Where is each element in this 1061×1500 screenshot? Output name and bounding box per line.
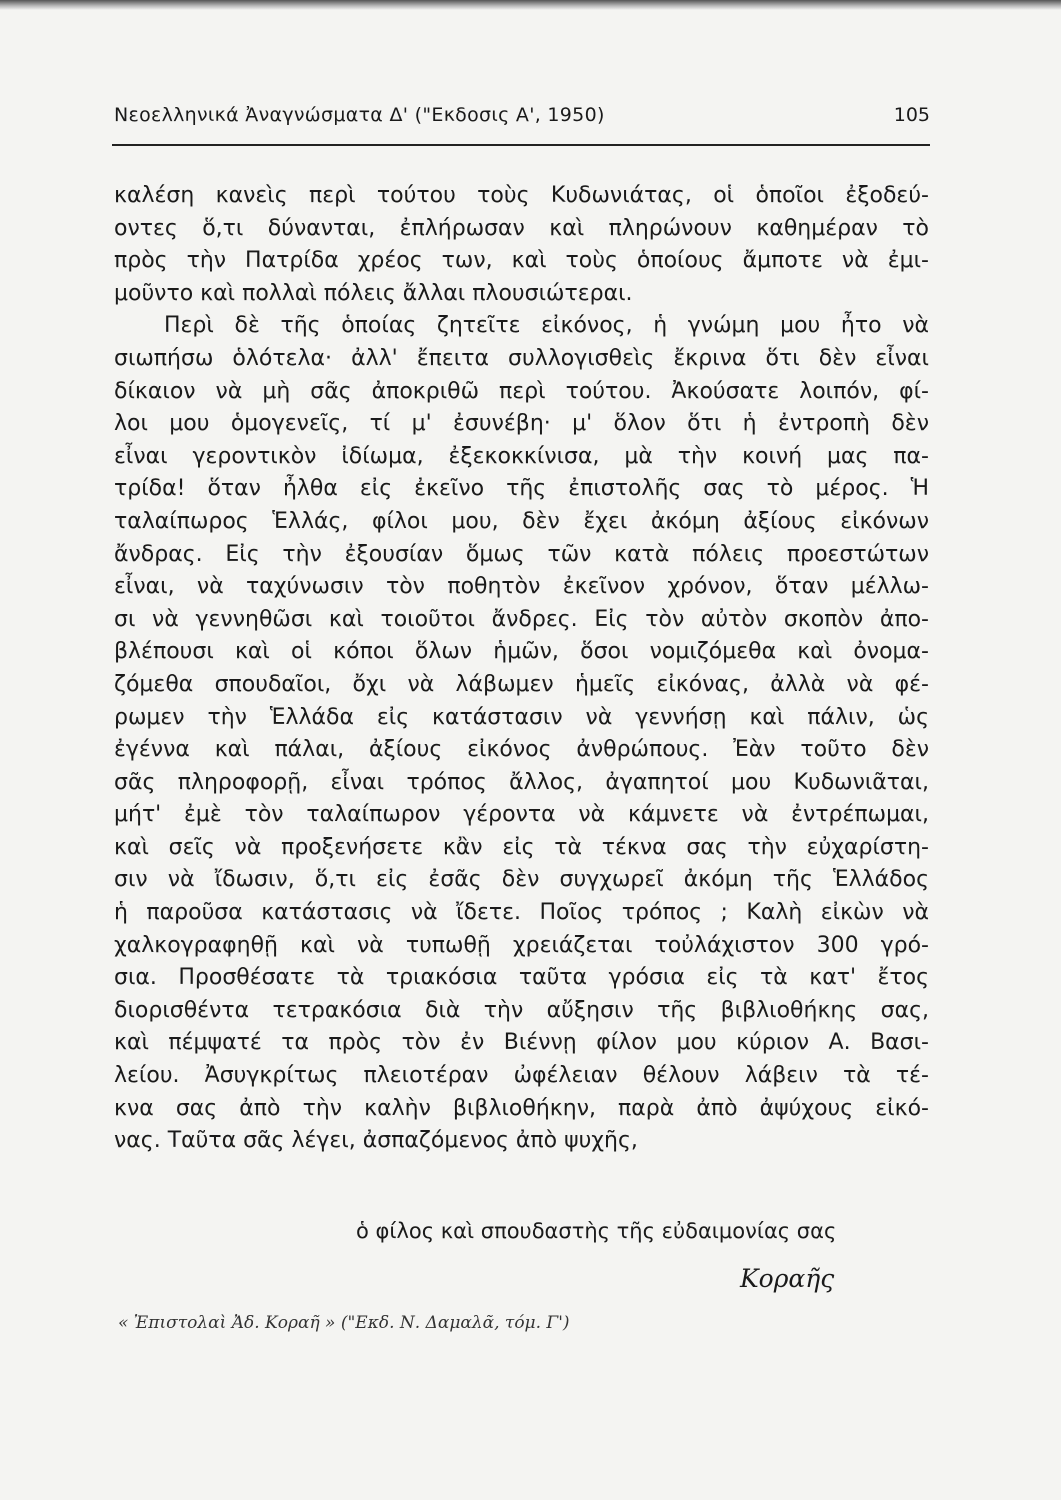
text-line: σᾶς πληροφορῇ, εἶναι τρόπος ἄλλος, ἀγαπητοί μου Κυδωνιᾶται, (114, 769, 929, 795)
text-line: χαλκογραφηθῇ καὶ νὰ τυπωθῇ χρειάζεται τοὐλάχιστον 300 γρό- (114, 932, 929, 958)
text-line: οντες ὅ,τι δύνανται, ἐπλήρωσαν καὶ πληρώνουν καθημέραν τὸ (114, 215, 929, 241)
header-rule (112, 144, 930, 146)
text-line: διορισθέντα τετρακόσια διὰ τὴν αὔξησιν τῆς βιβλιοθήκης σας, (114, 997, 929, 1023)
scan-edge-shadow (0, 0, 1061, 10)
text-line: βλέπουσι καὶ οἱ κόποι ὅλων ἡμῶν, ὅσοι νομιζόμεθα καὶ ὀνομα- (114, 639, 929, 665)
signature: Κοραῆς (740, 1264, 835, 1293)
text-line: πρὸς τὴν Πατρίδα χρέος των, καὶ τοὺς ὁποίους ἄμποτε νὰ ἐμι- (114, 248, 929, 274)
text-line: ἐγέννα καὶ πάλαι, ἀξίους εἰκόνος ἀνθρώπους. Ἐὰν τοῦτο δὲν (114, 737, 929, 763)
text-line: ταλαίπωρος Ἑλλάς, φίλοι μου, δὲν ἔχει ἀκόμη ἀξίους εἰκόνων (114, 508, 929, 534)
text-line: σια. Προσθέσατε τὰ τριακόσια ταῦτα γρόσια εἰς τὰ κατ' ἔτος (114, 965, 929, 991)
text-line: ρωμεν τὴν Ἑλλάδα εἰς κατάστασιν νὰ γεννήσῃ καὶ πάλιν, ὡς (114, 704, 929, 730)
text-line: ἡ παροῦσα κατάστασις νὰ ἴδετε. Ποῖος τρόπος ; Καλὴ εἰκὼν νὰ (114, 900, 929, 926)
page-number: 105 (893, 104, 930, 126)
text-line: καὶ σεῖς νὰ προξενήσετε κἂν εἰς τὰ τέκνα σας τὴν εὐχαρίστη- (114, 834, 929, 860)
text-line: καλέση κανεὶς περὶ τούτου τοὺς Κυδωνιάτας, οἱ ὁποῖοι ἐξοδεύ- (114, 183, 929, 208)
running-header (114, 104, 932, 140)
text-line: ζόμεθα σπουδαῖοι, ὄχι νὰ λάβωμεν ἡμεῖς εἰκόνας, ἀλλὰ νὰ φέ- (114, 671, 929, 697)
text-line: δίκαιον νὰ μὴ σᾶς ἀποκριθῶ περὶ τούτου. Ἀκούσατε λοιπόν, φί- (114, 378, 929, 404)
header-title: Νεοελληνικά Ἀναγνώσματα Δ' ("Εκδοσις Α', 1950) (114, 104, 605, 126)
text-line: μήτ' ἐμὲ τὸν ταλαίπωρον γέροντα νὰ κάμνετε νὰ ἐντρέπωμαι, (114, 802, 929, 828)
source-citation: « Ἐπιστολαὶ Ἀδ. Κοραῆ » ("Εκδ. Ν. Δαμαλᾶ, τόμ. Γ') (118, 1313, 570, 1333)
text-line: σι νὰ γεννηθῶσι καὶ τοιοῦτοι ἄνδρες. Εἰς τὸν αὐτὸν σκοπὸν ἀπο- (114, 606, 929, 632)
body-text (114, 180, 929, 1158)
text-line: λοι μου ὁμογενεῖς, τί μ' ἐσυνέβη· μ' ὅλον ὅτι ἡ ἐντροπὴ δὲν (114, 411, 929, 437)
text-line: λείου. Ἀσυγκρίτως πλειοτέραν ὠφέλειαν θέλουν λάβειν τὰ τέ- (114, 1063, 929, 1089)
text-line: Περὶ δὲ τῆς ὁποίας ζητεῖτε εἰκόνος, ἡ γνώμη μου ἦτο νὰ (164, 313, 929, 339)
text-line: μοῦντο καὶ πολλαὶ πόλεις ἄλλαι πλουσιώτεραι. (114, 280, 633, 306)
text-line: νας. Ταῦτα σᾶς λέγει, ἀσπαζόμενος ἀπὸ ψυχῆς, (114, 1128, 638, 1154)
text-line: ἄνδρας. Εἰς τὴν ἐξουσίαν ὅμως τῶν κατὰ πόλεις προεστώτων (114, 541, 929, 567)
text-line: καὶ πέμψατέ τα πρὸς τὸν ἐν Βιέννῃ φίλον μου κύριον Α. Βασι- (114, 1030, 929, 1056)
text-line: κνα σας ἀπὸ τὴν καλὴν βιβλιοθήκην, παρὰ ἀπὸ ἀψύχους εἰκό- (114, 1095, 929, 1121)
text-line: εἶναι, νὰ ταχύνωσιν τὸν ποθητὸν ἐκεῖνον χρόνον, ὅταν μέλλω- (114, 574, 929, 600)
text-line: εἶναι γεροντικὸν ἰδίωμα, ἐξεκοκκίνισα, μὰ τὴν κοινή μας πα- (114, 443, 929, 469)
letter-closing: ὁ φίλος καὶ σπουδαστὴς τῆς εὐδαιμονίας σας (356, 1219, 837, 1243)
text-line: τρίδα! ὅταν ἦλθα εἰς ἐκεῖνο τῆς ἐπιστολῆς σας τὸ μέρος. Ἡ (114, 476, 929, 502)
text-line: σιν νὰ ἴδωσιν, ὅ,τι εἰς ἐσᾶς δὲν συγχωρεῖ ἀκόμη τῆς Ἑλλάδος (114, 867, 929, 893)
text-line: σιωπήσω ὁλότελα· ἀλλ' ἔπειτα συλλογισθεὶς ἔκρινα ὅτι δὲν εἶναι (114, 345, 929, 371)
